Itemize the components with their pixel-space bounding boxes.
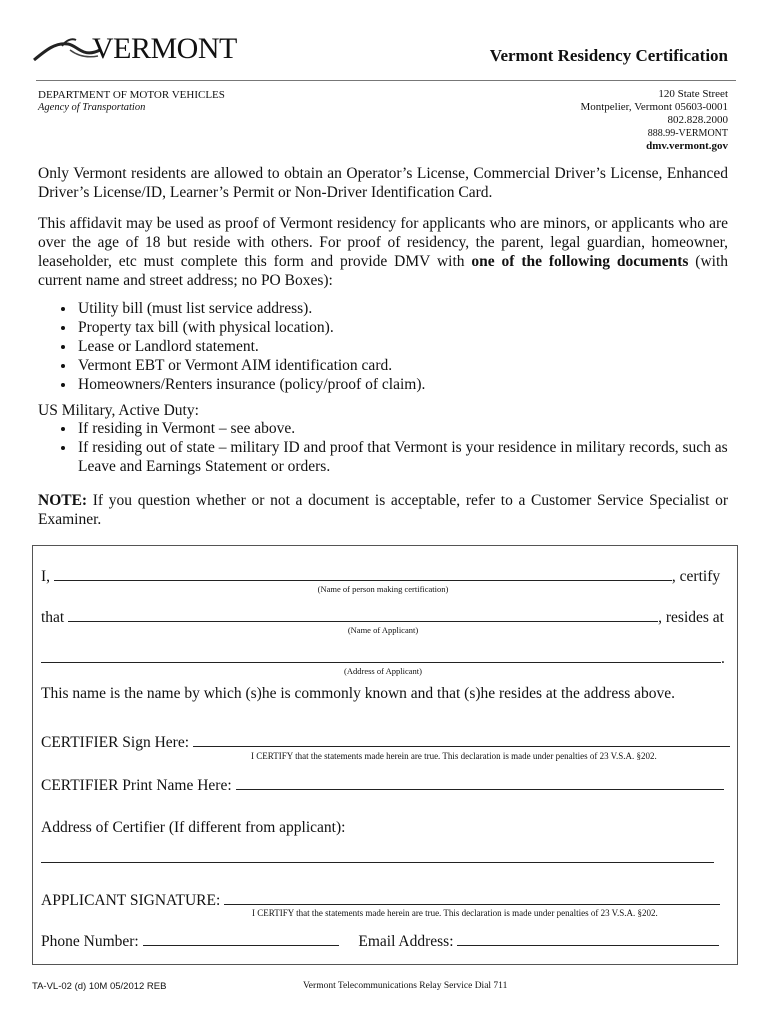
certifier-signature-field[interactable] [193,732,730,747]
applicant-name-field[interactable] [68,607,658,622]
relay-service: Vermont Telecommunications Relay Service Dial 711 [303,981,508,991]
applicant-declaration: I CERTIFY that the statements made herein are true. This declaration is made under penalties of 23 V.S.A. §202. [252,908,658,918]
toll-free-number: 888.99-VERMONT [647,128,728,139]
email-address-field[interactable] [457,931,719,946]
affidavit-text-end: (with current name and street address; no PO Boxes): [38,253,729,289]
period: . [721,650,725,667]
i-label: I, [41,568,51,585]
applicant-name-row [41,607,724,627]
that-label: that [41,609,65,626]
certifier-print-label: CERTIFIER Print Name Here: [41,777,232,794]
certifier-sign-label: CERTIFIER Sign Here: [41,734,190,751]
military-list [56,419,746,476]
website: dmv.vermont.gov [646,140,728,152]
applicant-signature-row [41,890,720,910]
certifier-address-row [41,848,714,868]
phone-label: Phone Number: [41,933,139,950]
certifier-print-row [41,775,724,795]
list-item: • Homeowners/Renters insurance (policy/proof of claim). [76,375,425,394]
agency-name: Agency of Transportation [38,102,146,113]
certify-label: , certify [671,568,721,585]
resides-label: , resides at [658,609,724,626]
logo-wordmark: VERMONT [92,32,237,65]
certifier-name-field[interactable] [54,566,672,581]
department-name: DEPARTMENT OF MOTOR VEHICLES [38,89,225,101]
applicant-address-field[interactable] [41,648,721,663]
phone-number-field[interactable] [143,931,339,946]
note-label: NOTE: [38,492,88,509]
note-paragraph [38,491,728,529]
contact-address [580,88,728,153]
list-item: • Property tax bill (with physical location). [76,318,425,337]
certifier-address-field[interactable] [41,848,714,863]
affidavit-emphasis: one of the following documents [471,253,689,270]
phone-number: 802.828.2000 [667,114,728,126]
form-title: Vermont Residency Certification [489,46,728,65]
certification-form [32,545,738,965]
applicant-name-caption: (Name of Applicant) [347,625,419,635]
list-item: • If residing out of state – military ID and proof that Vermont is your residence in military records, such as Leave and Earnings Statement or orders. [76,438,746,476]
list-item: • Utility bill (must list service address). [76,299,425,318]
city-state-zip: Montpelier, Vermont 05603-0001 [580,101,728,113]
certifier-name-row [41,566,720,586]
applicant-signature-label: APPLICANT SIGNATURE: [41,892,221,909]
contact-row [41,931,719,951]
email-label: Email Address: [358,933,454,950]
street-address: 120 State Street [658,88,728,100]
certifier-sign-row [41,732,730,752]
certifier-print-name-field[interactable] [236,775,724,790]
document-list [56,299,425,394]
certifier-address-label: Address of Certifier (If different from applicant): [41,819,346,836]
certifier-name-caption: (Name of person making certification) [317,584,449,594]
affidavit-text: This affidavit may be used as proof of Vermont residency for applicants who are minors, or applicants who are over the age of 18 but reside with others. For proof of residency, the parent, legal guardian, homeowner, leaseholder, etc must complete this form and provide DMV with [38,215,728,270]
list-item: • Vermont EBT or Vermont AIM identification card. [76,356,425,375]
intro-paragraph: Only Vermont residents are allowed to obtain an Operator’s License, Commercial Driver’s License, Enhanced Driver’s License/ID, Learner’s Permit or Non-Driver Identification Card. [38,165,728,201]
affidavit-paragraph [38,214,728,290]
list-item: • If residing in Vermont – see above. [76,419,746,438]
statement-text: This name is the name by which (s)he is commonly known and that (s)he resides at the address above. [41,685,676,702]
applicant-address-row [41,648,725,668]
list-item: • Lease or Landlord statement. [76,337,425,356]
form-id: TA-VL-02 (d) 10M 05/2012 REB [32,981,167,992]
header-divider [36,80,736,81]
certifier-declaration: I CERTIFY that the statements made herein are true. This declaration is made under penalties of 23 V.S.A. §202. [251,751,657,761]
note-text: If you question whether or not a document is acceptable, refer to a Customer Service Specialist or Examiner. [38,492,728,528]
military-heading: US Military, Active Duty: [38,402,199,419]
applicant-address-caption: (Address of Applicant) [344,666,422,676]
applicant-signature-field[interactable] [224,890,720,905]
